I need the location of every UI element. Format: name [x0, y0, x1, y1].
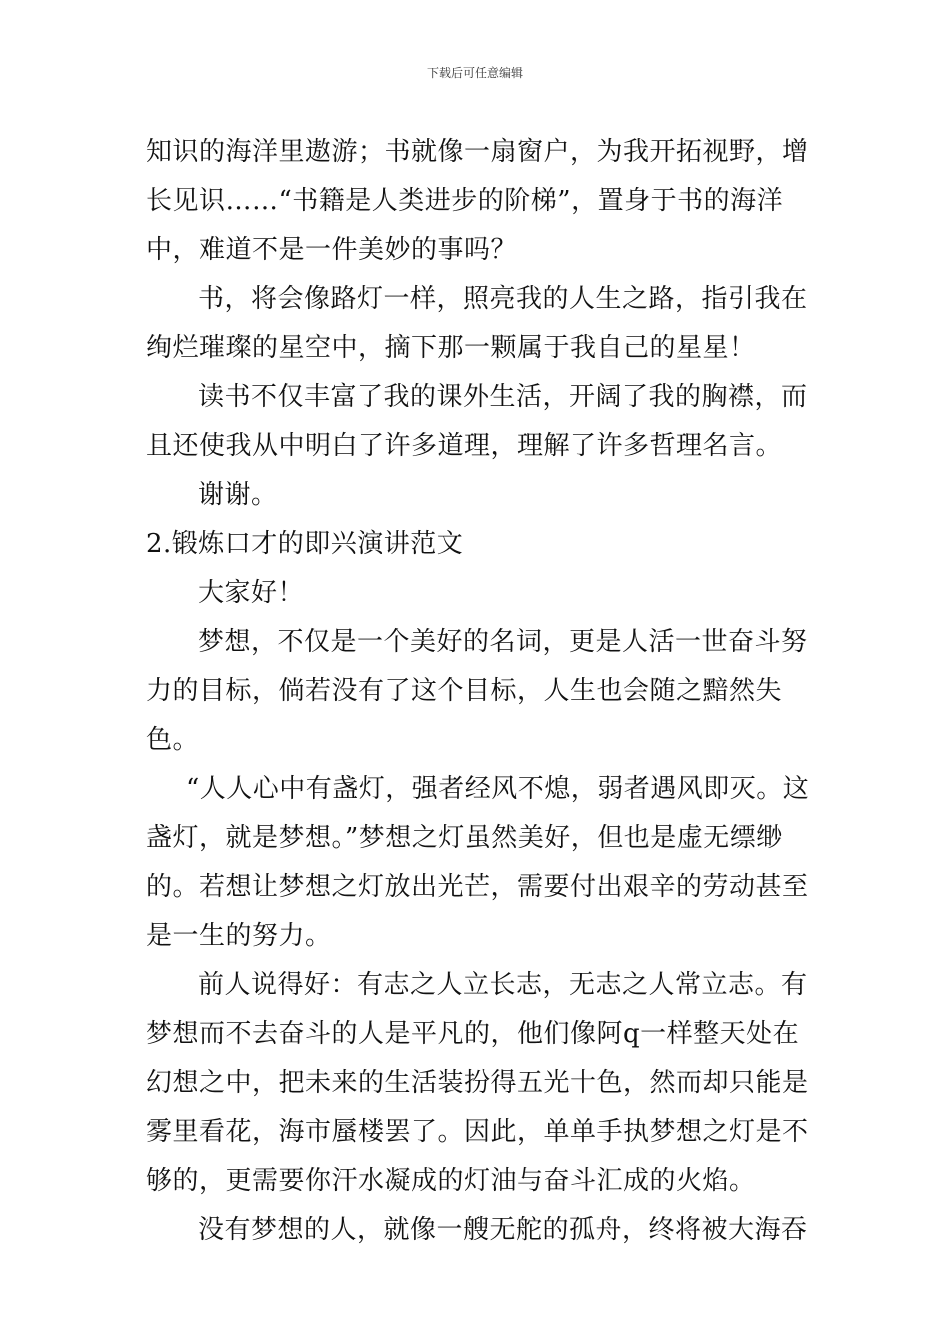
document-body	[146, 128, 810, 1255]
paragraph-dream-definition: 梦想，不仅是一个美好的名词，更是人活一世奋斗努力的目标，倘若没有了这个目标，人生也会随之黯然失色。	[146, 627, 808, 755]
paragraph-dream-lamp: “人人心中有盏灯，强者经风不熄，弱者遇风即灭。这盏灯，就是梦想。”梦想之灯虽然美好，但也是虚无缥缈的。若想让梦想之灯放出光芒，需要付出艰辛的劳动甚至是一生的努力。	[146, 774, 810, 951]
paragraph-ambition: 前人说得好：有志之人立长志，无志之人常立志。有梦想而不去奋斗的人是平凡的，他们像阿q一样整天处在幻想之中，把未来的生活装扮得五光十色，然而却只能是雾里看花，海市蜃楼罢了。因此，单单手执梦想之灯是不够的，更需要你汗水凝成的灯油与奋斗汇成的火焰。	[146, 970, 809, 1196]
paragraph-book-streetlight: 书，将会像路灯一样，照亮我的人生之路，指引我在绚烂璀璨的星空中，摘下那一颗属于我自己的星星！	[146, 284, 808, 363]
paragraph-greeting: 大家好！	[198, 578, 305, 608]
section-heading: 2.锻炼口才的即兴演讲范文	[146, 529, 464, 559]
paragraph-reading-benefits: 读书不仅丰富了我的课外生活，开阔了我的胸襟，而且还使我从中明白了许多道理，理解了许多哲理名言。	[146, 382, 808, 461]
paragraph-no-dream: 没有梦想的人，就像一艘无舵的孤舟，终将被大海吞	[198, 1215, 808, 1245]
paragraph-thanks: 谢谢。	[198, 480, 278, 510]
paragraph-reading-continuation: 知识的海洋里遨游；书就像一扇窗户，为我开拓视野，增长见识……“书籍是人类进步的阶梯”，置身于书的海洋中，难道不是一件美妙的事吗？	[146, 137, 809, 265]
page-header: 下载后可任意编辑	[426, 66, 523, 80]
